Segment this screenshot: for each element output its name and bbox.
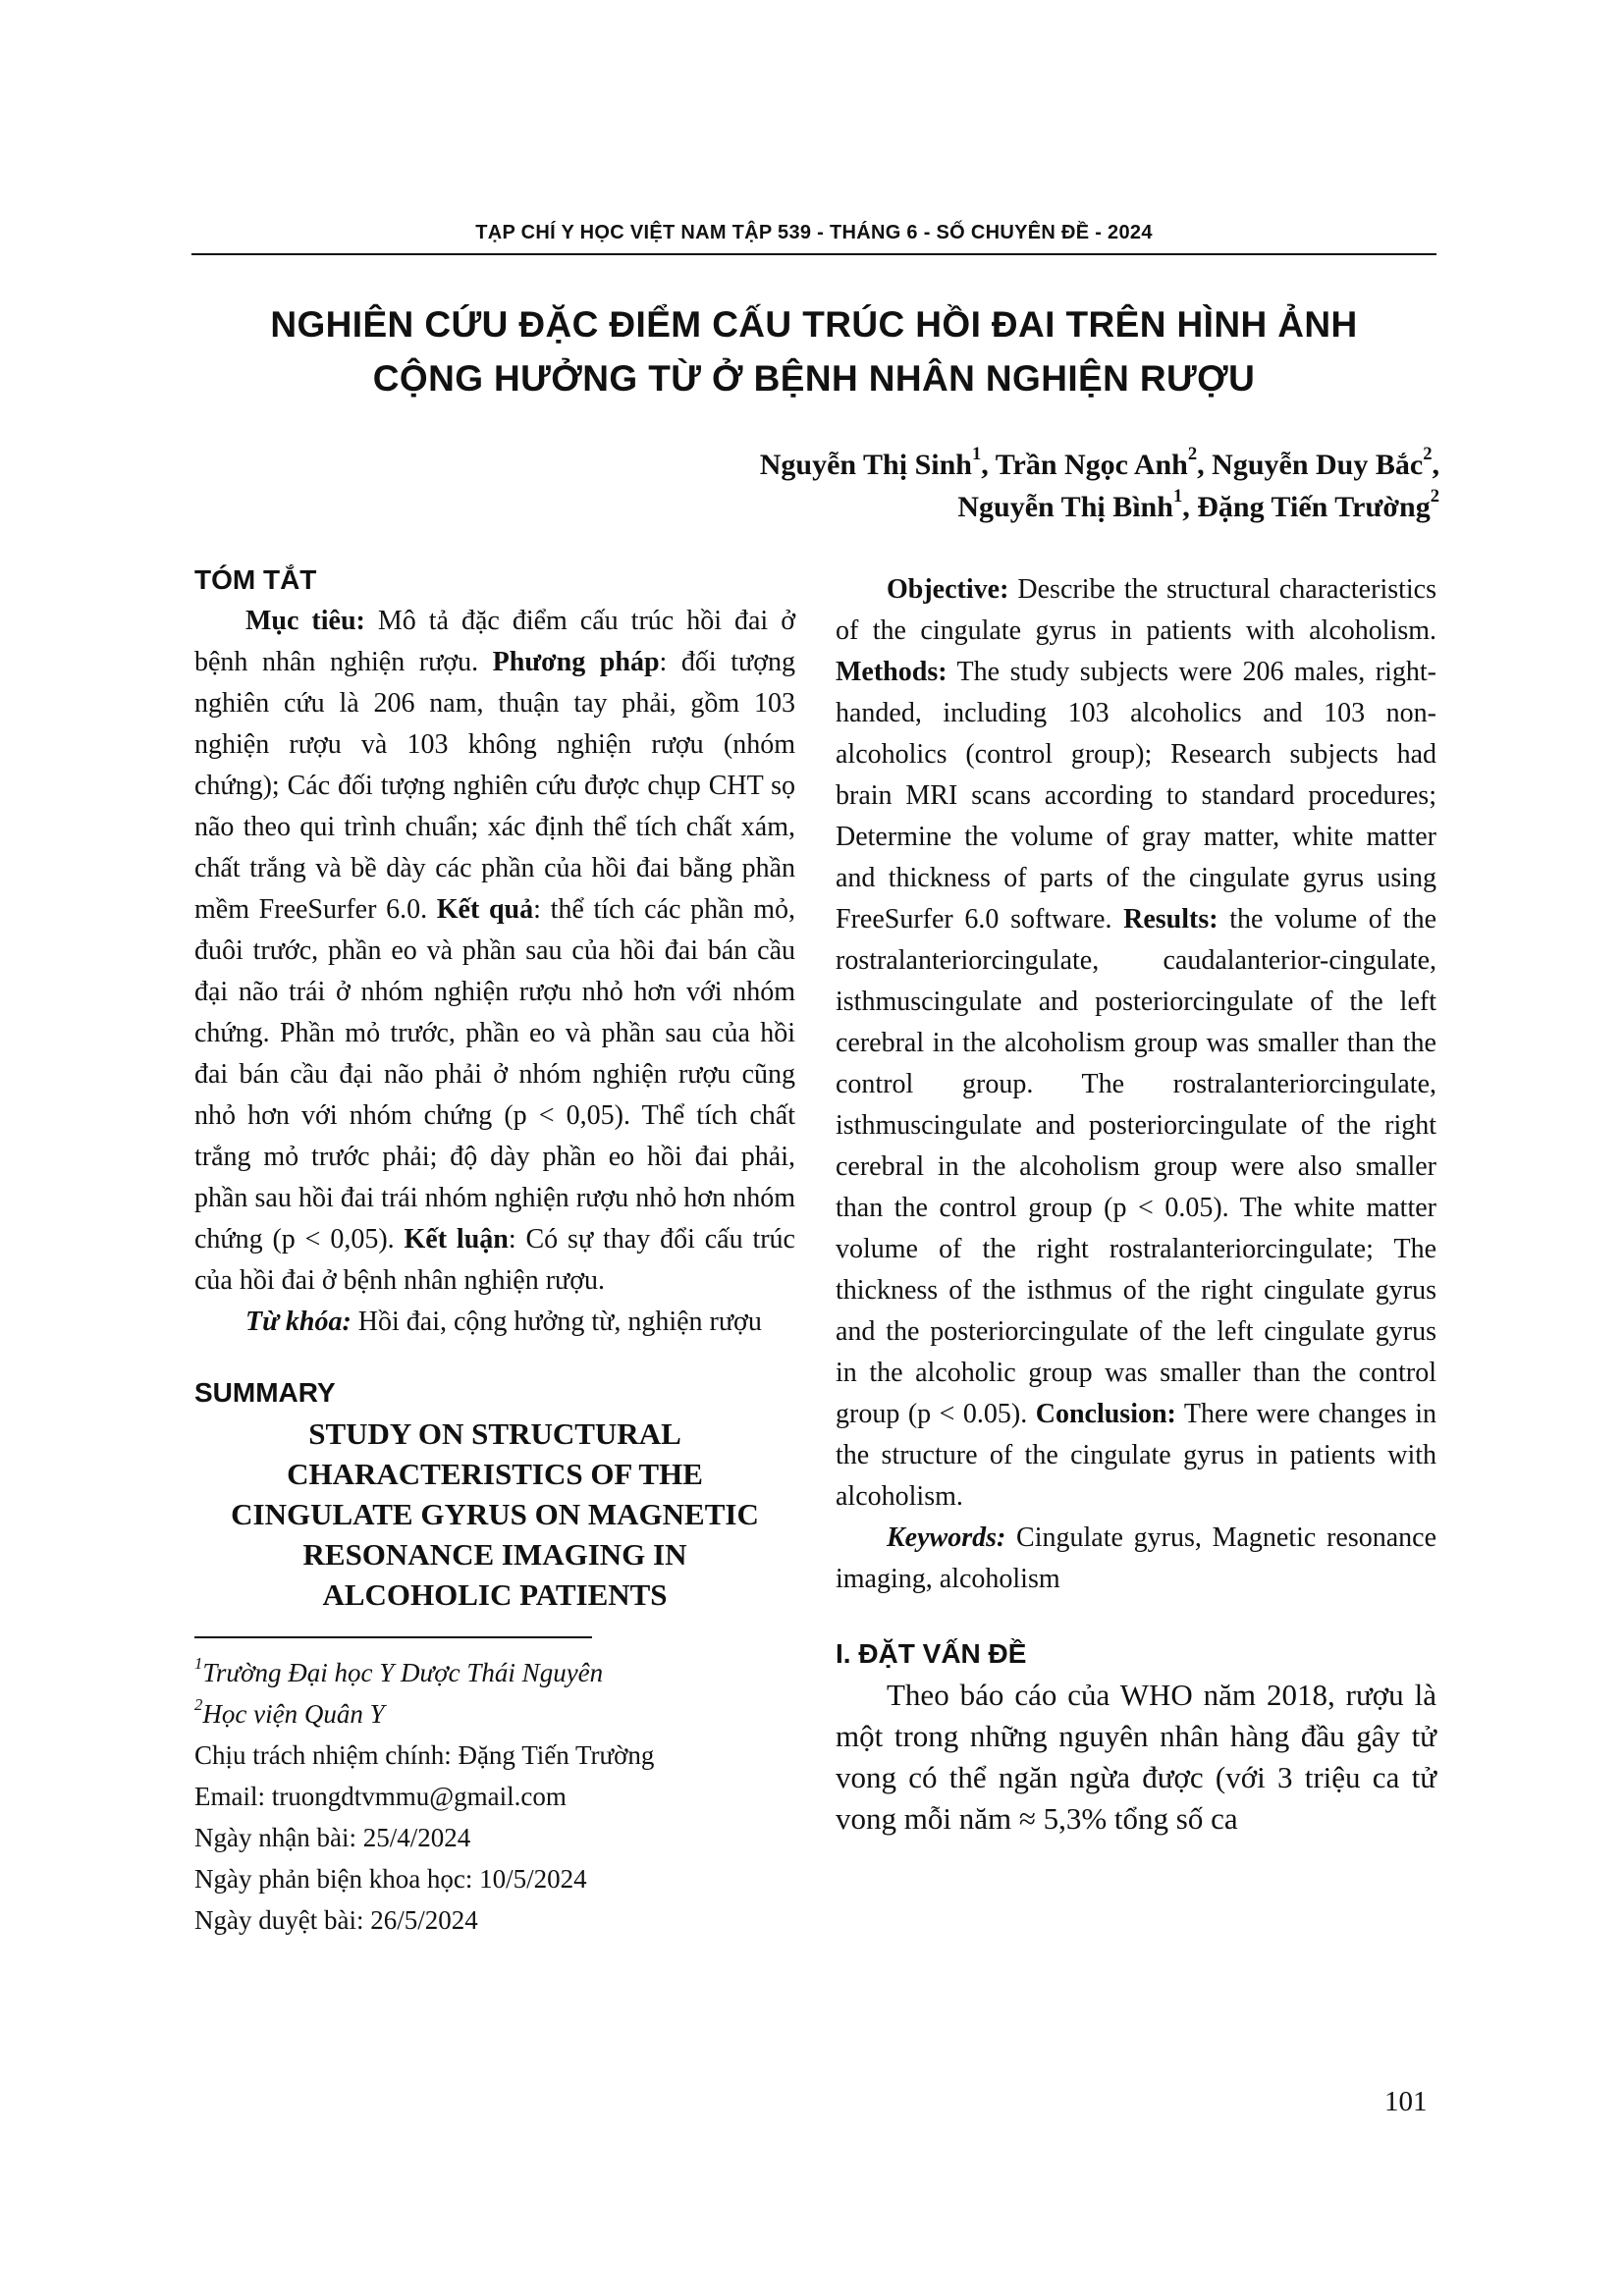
english-title-line: CHARACTERISTICS OF THE xyxy=(287,1457,703,1491)
footnotes xyxy=(194,1652,795,1941)
title-line-1: NGHIÊN CỨU ĐẶC ĐIỂM CẤU TRÚC HỒI ĐAI TRÊN HÌNH ẢNH xyxy=(270,304,1358,345)
conclusion-label: Conclusion: xyxy=(1035,1399,1176,1429)
affiliation-marker: 1 xyxy=(194,1653,203,1673)
email: Email: truongdtvmmu@gmail.com xyxy=(194,1782,567,1811)
header-rule xyxy=(191,253,1436,255)
english-title-line: CINGULATE GYRUS ON MAGNETIC xyxy=(231,1497,759,1531)
objective-label: Mục tiêu: xyxy=(245,606,365,636)
review-date: Ngày phản biện khoa học: 10/5/2024 xyxy=(194,1864,587,1894)
english-title-line: RESONANCE IMAGING IN xyxy=(302,1537,687,1572)
methods-text: : đối tượng nghiên cứu là 206 nam, thuận tay phải, gồm 103 nghiện rượu và 103 không nghiện rượu (nhóm chứng); Các đối tượng nghiên cứu được chụp CHT sọ não theo qui trình chuẩn; xác định thể tích chất xám, chất trắng và bề dày các phần của hồi đai bằng phần mềm FreeSurfer 6.0. xyxy=(194,647,795,925)
author-name: , Trần Ngọc Anh xyxy=(981,449,1188,481)
author-line-1 xyxy=(760,444,1439,486)
corresponding-author: Chịu trách nhiệm chính: Đặng Tiến Trường xyxy=(194,1740,655,1770)
affiliation-marker: 2 xyxy=(1187,444,1198,465)
affiliation-marker: 2 xyxy=(1423,444,1433,465)
article-title xyxy=(191,297,1436,405)
abstract-vi-body xyxy=(194,601,795,1302)
author-separator: , xyxy=(1432,449,1439,481)
results-label: Results: xyxy=(1123,904,1218,934)
abstract-vi-heading: TÓM TẮT xyxy=(194,564,317,595)
methods-text: The study subjects were 206 males, right-handed, including 103 alcoholics and 103 non-alcoholics (control group); Research subjects had brain MRI scans according to standard procedures; Determine the volume of gray matter, white matter and thickness of parts of the cingulate gyrus using FreeSurfer 6.0 software. xyxy=(836,657,1436,934)
running-header: TẠP CHÍ Y HỌC VIỆT NAM TẬP 539 - THÁNG 6 - SỐ CHUYÊN ĐỀ - 2024 xyxy=(475,222,1153,243)
author-name: , Đặng Tiến Trường xyxy=(1182,491,1431,523)
methods-label: Phương pháp xyxy=(492,647,660,677)
section-heading: I. ĐẶT VẤN ĐỀ xyxy=(836,1638,1027,1669)
affiliation-marker: 2 xyxy=(194,1694,203,1714)
section-body: Theo báo cáo của WHO năm 2018, rượu là một trong những nguyên nhân hàng đầu gây tử vong có thể ngăn ngừa được (với 3 triệu ca tử vong mỗi năm ≈ 5,3% tổng số ca xyxy=(836,1678,1436,1836)
affiliation-1: $^1$Trường Đại học Y Dược Thái Nguyên xyxy=(194,1653,604,1687)
methods-label: Methods: xyxy=(836,657,947,687)
results-text: the volume of the rostralanteriorcingulate, caudalanterior-cingulate, isthmuscingulate and posteriorcingulate of the left cerebral in the alcoholism group was smaller than the control group. The rostralanteriorcingulate, isthmuscingulate and posteriorcingulate of the right cerebral in the alcoholism group were also smaller than the control group (p < 0.05). The white matter volume of the right rostralanteriorcingulate; The thickness of the isthmus of the right cingulate gyrus and the posteriorcingulate of the left cingulate gyrus in the alcoholic group was smaller than the control group (p < 0.05). xyxy=(836,904,1436,1429)
author-name: , Nguyễn Duy Bắc xyxy=(1197,449,1424,481)
conclusion-text: : Có sự thay đổi cấu trúc của hồi đai ở bệnh nhân nghiện rượu. xyxy=(194,1224,795,1296)
left-column xyxy=(194,560,795,1941)
author-list xyxy=(760,444,1439,528)
keywords-vi xyxy=(194,1302,795,1343)
results-label: Kết quả xyxy=(436,894,534,925)
results-text: : thể tích các phần mỏ, đuôi trước, phần eo và phần sau của hồi đai bán cầu đại não trái ở nhóm nghiện rượu nhỏ hơn với nhóm chứng. Phần mỏ trước, phần eo và phần sau của hồi đai bán cầu đại não phải ở nhóm nghiện rượu cũng nhỏ hơn với nhóm chứng (p < 0,05). Thể tích chất trắng mỏ trước phải; độ dày phần eo hồi đai phải, phần sau hồi đai trái nhóm nghiện rượu nhỏ hơn nhóm chứng (p < 0,05). xyxy=(194,894,795,1255)
accepted-date: Ngày duyệt bài: 26/5/2024 xyxy=(194,1905,478,1935)
author-name: Nguyễn Thị Bình xyxy=(957,491,1173,523)
abstract-en-body xyxy=(836,569,1436,1518)
objective-text: Describe the structural characteristics of the cingulate gyrus in patients with alcoholism. xyxy=(836,574,1436,646)
conclusion-text: There were changes in the structure of the cingulate gyrus in patients with alcoholism. xyxy=(836,1399,1436,1512)
affiliation-2: $^2$Học viện Quân Y xyxy=(194,1694,385,1729)
keywords-en xyxy=(836,1518,1436,1600)
author-name: Nguyễn Thị Sinh xyxy=(759,449,972,481)
english-title-line: STUDY ON STRUCTURAL xyxy=(308,1416,681,1451)
affiliation-marker: 1 xyxy=(971,444,982,465)
keywords-label: Từ khóa: xyxy=(245,1307,352,1337)
received-date: Ngày nhận bài: 25/4/2024 xyxy=(194,1823,471,1852)
title-line-2: CỘNG HƯỞNG TỪ Ở BỆNH NHÂN NGHIỆN RƯỢU xyxy=(372,358,1256,399)
affiliation-marker: 2 xyxy=(1430,486,1439,507)
conclusion-label: Kết luận xyxy=(404,1224,509,1255)
objective-text: Mô tả đặc điểm cấu trúc hồi đai ở bệnh nhân nghiện rượu. xyxy=(194,606,795,677)
objective-label: Objective: xyxy=(887,574,1009,605)
keywords-text: Hồi đai, cộng hưởng từ, nghiện rượu xyxy=(351,1307,762,1337)
right-column xyxy=(836,569,1436,1840)
keywords-text: Cingulate gyrus, Magnetic resonance imaging, alcoholism xyxy=(836,1522,1436,1594)
footnote-rule xyxy=(194,1636,592,1638)
page-number: 101 xyxy=(1384,2086,1428,2117)
affiliation-marker: 1 xyxy=(1172,486,1183,507)
summary-heading: SUMMARY xyxy=(194,1377,336,1408)
english-title xyxy=(194,1414,795,1615)
author-line-2 xyxy=(760,486,1439,528)
keywords-label: Keywords: xyxy=(887,1522,1006,1553)
english-title-line: ALCOHOLIC PATIENTS xyxy=(322,1577,668,1612)
